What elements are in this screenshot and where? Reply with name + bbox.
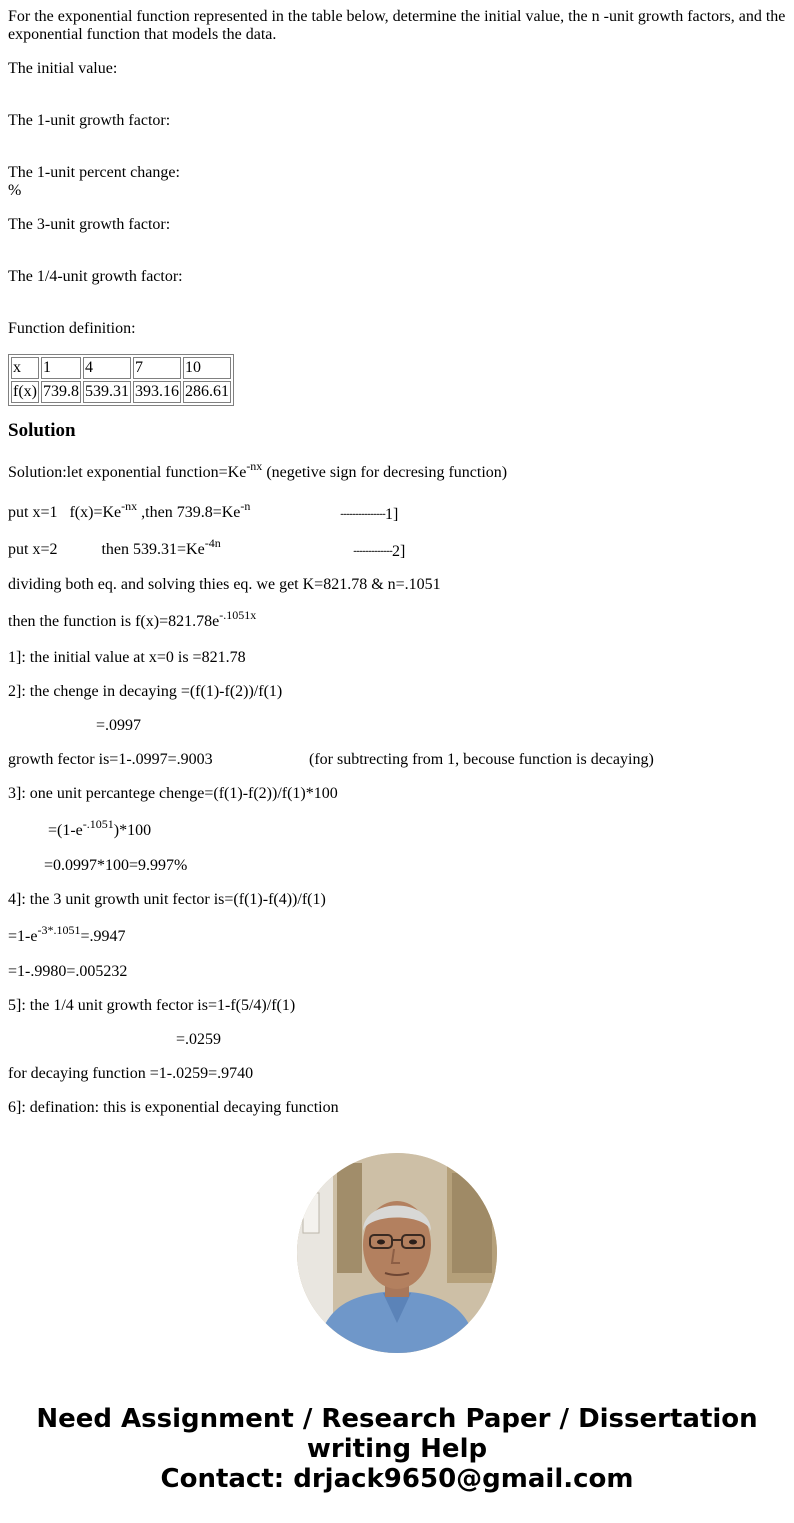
equation-ref-1 — [340, 504, 398, 524]
exponent: -nx — [246, 459, 263, 473]
promo-line-2: writing Help — [306, 1434, 488, 1464]
exponent: -.1051x — [219, 608, 257, 622]
answer-decay-value: =.0997 — [96, 717, 142, 734]
table-cell: 1 — [41, 357, 81, 379]
answer-3-unit: 4]: the 3 unit growth unit fector is=(f(1)-f(4))/f(1) — [8, 891, 326, 908]
table-row — [11, 357, 231, 379]
solution-text: )*100 — [113, 822, 152, 839]
table-cell: 10 — [183, 357, 231, 379]
solution-text: =1-e — [8, 928, 38, 945]
table-cell: 286.61 — [183, 381, 231, 403]
equation-number: 1] — [385, 506, 399, 523]
table-cell: x — [11, 357, 39, 379]
table-row — [11, 381, 231, 403]
answer-percent-change: 3]: one unit percantege chenge=(f(1)-f(2))/f(1)*100 — [8, 785, 338, 802]
table-cell: f(x) — [11, 381, 39, 403]
table-cell: 393.16 — [133, 381, 181, 403]
author-avatar — [297, 1153, 497, 1353]
exponent: -n — [240, 499, 251, 513]
three-unit-step-2: =1-.9980=.005232 — [8, 963, 128, 980]
solution-line: dividing both eq. and solving thies eq. we get K=821.78 & n=.1051 — [8, 576, 441, 593]
table-cell: 4 — [83, 357, 131, 379]
equation-ref-2 — [353, 541, 405, 561]
solution-text: =.9947 — [80, 928, 126, 945]
dotted-leader: .............................. — [340, 507, 385, 518]
solution-text: put x=1 f(x)=Ke — [8, 504, 122, 521]
promo-contact: Contact: drjack9650@gmail.com — [160, 1464, 634, 1494]
function-line — [8, 608, 257, 631]
decaying-function-line: for decaying function =1-.0259=.9740 — [8, 1065, 254, 1082]
table-cell: 7 — [133, 357, 181, 379]
question-intro: For the exponential function represented in the table below, determine the initial value, the n -unit growth factors, and the exponential function that models the data. — [8, 8, 786, 43]
data-table — [8, 354, 234, 406]
answer-initial-value: 1]: the initial value at x=0 is =821.78 — [8, 649, 246, 666]
percent-unit: % — [8, 182, 22, 199]
solution-text: put x=2 then 539.31=Ke — [8, 541, 205, 558]
function-definition-label: Function definition: — [8, 320, 136, 337]
exponent: -.1051 — [82, 817, 114, 831]
answer-decay-change: 2]: the chenge in decaying =(f(1)-f(2))/f(1) — [8, 683, 283, 700]
promo-banner — [0, 1404, 794, 1494]
equation-line-1 — [8, 499, 251, 522]
solution-text: then the function is f(x)=821.78e — [8, 613, 220, 630]
percent-step-2: =0.0997*100=9.997% — [44, 857, 188, 874]
solution-text: =(1-e — [48, 822, 83, 839]
exponent: -4n — [204, 536, 221, 550]
equation-line-2 — [8, 536, 221, 559]
exponent: -nx — [121, 499, 138, 513]
table-cell: 739.8 — [41, 381, 81, 403]
growth-factor-line: growth fector is=1-.0997=.9003 — [8, 751, 213, 768]
solution-heading: Solution — [8, 420, 76, 441]
initial-value-label: The initial value: — [8, 60, 118, 77]
exponent: -3*.1051 — [37, 923, 81, 937]
dotted-leader: .......................... — [353, 544, 392, 555]
growth-factor-note: (for subtrecting from 1, becouse function is decaying) — [309, 751, 654, 768]
solution-line — [8, 459, 508, 482]
author-portrait — [297, 1153, 497, 1353]
solution-text: Solution:let exponential function=Ke — [8, 464, 247, 481]
percent-change-label: The 1-unit percent change: — [8, 164, 180, 181]
percent-step-1 — [48, 817, 152, 840]
answer-definition: 6]: defination: this is exponential decaying function — [8, 1099, 339, 1116]
growth-factor-quarter-label: The 1/4-unit growth factor: — [8, 268, 183, 285]
growth-factor-3-label: The 3-unit growth factor: — [8, 216, 171, 233]
equation-number: 2] — [392, 543, 406, 560]
solution-text: (negetive sign for decresing function) — [262, 464, 508, 481]
question-page — [8, 8, 788, 1116]
promo-line-1: Need Assignment / Research Paper / Dissertation — [36, 1404, 758, 1434]
three-unit-step-1 — [8, 923, 126, 946]
quarter-unit-value: =.0259 — [176, 1031, 222, 1048]
table-cell: 539.31 — [83, 381, 131, 403]
solution-text: ,then 739.8=Ke — [137, 504, 241, 521]
answer-quarter-unit: 5]: the 1/4 unit growth fector is=1-f(5/4)/f(1) — [8, 997, 296, 1014]
growth-factor-1-label: The 1-unit growth factor: — [8, 112, 171, 129]
